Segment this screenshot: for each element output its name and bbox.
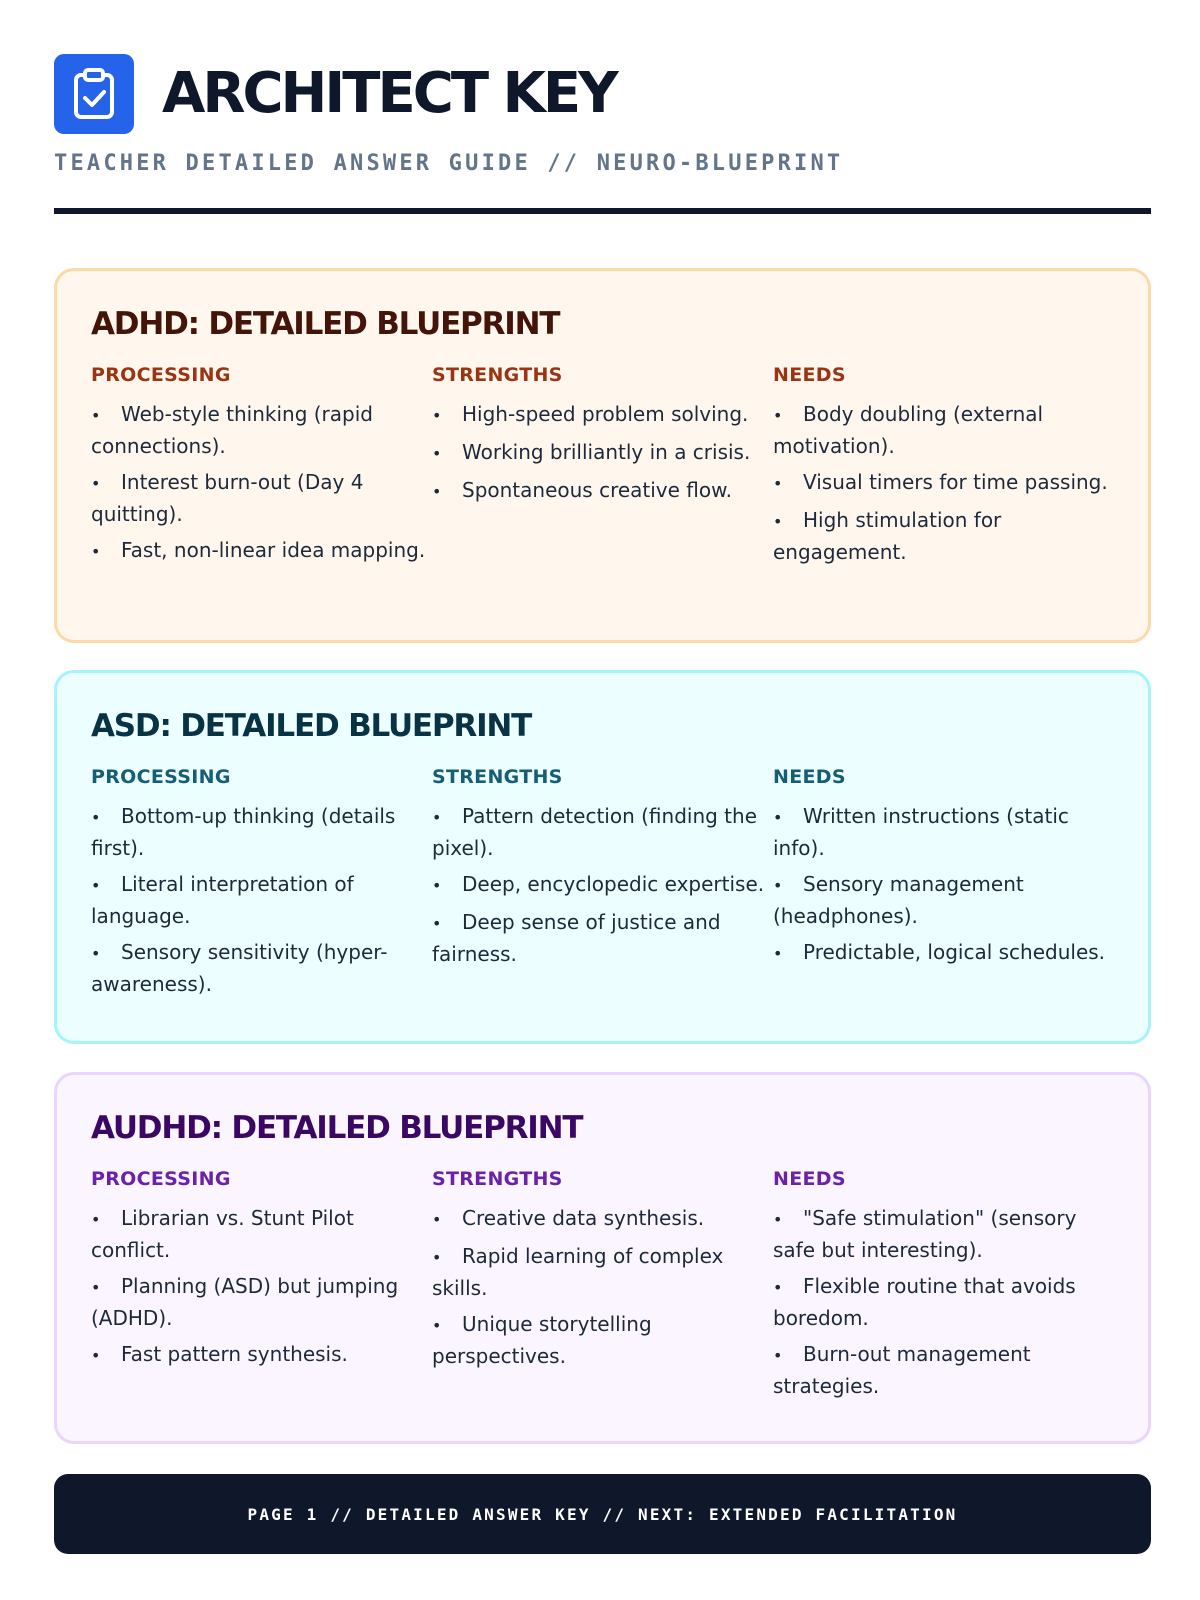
list-item [91, 467, 432, 529]
list-item [91, 399, 432, 461]
list-item [773, 1203, 1114, 1265]
list-item-text: Deep, encyclopedic expertise. [462, 872, 765, 896]
list-item [773, 1271, 1114, 1333]
list-item-text: Sensory sensitivity (hyper-awareness). [91, 940, 388, 996]
bullet-icon: • [773, 808, 783, 827]
item-list [91, 1203, 432, 1371]
list-item-text: Deep sense of justice and fairness. [432, 910, 721, 966]
column-heading: STRENGTHS [432, 1168, 563, 1190]
column-heading: STRENGTHS [432, 364, 563, 386]
processing-column [91, 1170, 432, 1407]
bullet-icon: • [91, 808, 101, 827]
list-item-text: Predictable, logical schedules. [803, 940, 1106, 964]
needs-column [773, 768, 1114, 1005]
list-item-text: Interest burn-out (Day 4 quitting). [91, 470, 364, 526]
bullet-icon: • [773, 474, 783, 493]
bullet-icon: • [773, 512, 783, 531]
item-list [773, 1203, 1114, 1401]
item-list [91, 399, 432, 567]
section-title: AUDHD: DETAILED BLUEPRINT [91, 1110, 583, 1146]
list-item-text: Creative data synthesis. [462, 1206, 705, 1230]
bullet-icon: • [91, 876, 101, 895]
column-heading: NEEDS [773, 766, 846, 788]
strengths-column [432, 768, 773, 1005]
list-item [91, 869, 432, 931]
list-item [773, 1339, 1114, 1401]
list-item-text: Unique storytelling perspectives. [432, 1312, 652, 1368]
list-item [91, 937, 432, 999]
clipboard-check-icon [54, 54, 134, 134]
list-item [773, 505, 1114, 567]
item-list [91, 801, 432, 999]
list-item [773, 801, 1114, 863]
bullet-icon: • [432, 1210, 442, 1229]
list-item [91, 1339, 432, 1371]
list-item-text: High stimulation for engagement. [773, 508, 1002, 564]
list-item [91, 535, 432, 567]
bullet-icon: • [432, 1248, 442, 1267]
bullet-icon: • [432, 444, 442, 463]
bullet-icon: • [432, 808, 442, 827]
audhd-blueprint-card [54, 1072, 1151, 1444]
bullet-icon: • [91, 1346, 101, 1365]
list-item [432, 437, 773, 469]
bullet-icon: • [91, 1210, 101, 1229]
list-item [773, 467, 1114, 499]
bullet-icon: • [773, 406, 783, 425]
list-item-text: Spontaneous creative flow. [462, 478, 733, 502]
list-item [91, 1203, 432, 1265]
list-item-text: Fast pattern synthesis. [121, 1342, 348, 1366]
adhd-blueprint-card [54, 268, 1151, 643]
bullet-icon: • [432, 482, 442, 501]
strengths-column [432, 1170, 773, 1407]
header-divider [54, 208, 1151, 214]
item-list [432, 801, 773, 969]
list-item-text: Planning (ASD) but jumping (ADHD). [91, 1274, 399, 1330]
item-list [432, 1203, 773, 1371]
asd-blueprint-card [54, 670, 1151, 1044]
list-item-text: Working brilliantly in a crisis. [462, 440, 751, 464]
list-item-text: Body doubling (external motivation). [773, 402, 1044, 458]
footer-bar [54, 1474, 1151, 1554]
bullet-icon: • [773, 1278, 783, 1297]
list-item-text: Bottom-up thinking (details first). [91, 804, 396, 860]
list-item-text: Pattern detection (finding the pixel). [432, 804, 757, 860]
bullet-icon: • [773, 1346, 783, 1365]
needs-column [773, 1170, 1114, 1407]
processing-column [91, 768, 432, 1005]
list-item [432, 399, 773, 431]
section-columns [91, 768, 1114, 1005]
list-item [773, 399, 1114, 461]
bullet-icon: • [432, 876, 442, 895]
list-item [773, 869, 1114, 931]
item-list [432, 399, 773, 507]
list-item [432, 1241, 773, 1303]
bullet-icon: • [773, 876, 783, 895]
column-heading: PROCESSING [91, 766, 231, 788]
bullet-icon: • [91, 406, 101, 425]
bullet-icon: • [91, 474, 101, 493]
item-list [773, 801, 1114, 969]
list-item-text: Written instructions (static info). [773, 804, 1069, 860]
column-heading: NEEDS [773, 364, 846, 386]
list-item [432, 475, 773, 507]
title-row [54, 53, 1151, 135]
list-item-text: "Safe stimulation" (sensory safe but interesting). [773, 1206, 1077, 1262]
section-columns [91, 1170, 1114, 1407]
bullet-icon: • [91, 944, 101, 963]
column-heading: PROCESSING [91, 1168, 231, 1190]
bullet-icon: • [773, 944, 783, 963]
header [54, 53, 1151, 176]
section-title: ASD: DETAILED BLUEPRINT [91, 708, 532, 744]
list-item [432, 801, 773, 863]
column-heading: PROCESSING [91, 364, 231, 386]
list-item [432, 1309, 773, 1371]
list-item-text: Sensory management (headphones). [773, 872, 1024, 928]
list-item-text: High-speed problem solving. [462, 402, 749, 426]
list-item [432, 1203, 773, 1235]
bullet-icon: • [91, 1278, 101, 1297]
list-item-text: Literal interpretation of language. [91, 872, 354, 928]
bullet-icon: • [432, 406, 442, 425]
page-title: ARCHITECT KEY [162, 61, 616, 126]
bullet-icon: • [432, 1316, 442, 1335]
list-item-text: Web-style thinking (rapid connections). [91, 402, 373, 458]
list-item [773, 937, 1114, 969]
list-item-text: Flexible routine that avoids boredom. [773, 1274, 1076, 1330]
list-item [91, 1271, 432, 1333]
list-item-text: Visual timers for time passing. [803, 470, 1108, 494]
bullet-icon: • [91, 542, 101, 561]
list-item [91, 801, 432, 863]
footer-text: PAGE 1 // DETAILED ANSWER KEY // NEXT: EXTENDED FACILITATION [247, 1504, 958, 1524]
needs-column [773, 366, 1114, 573]
list-item-text: Rapid learning of complex skills. [432, 1244, 724, 1300]
list-item-text: Burn-out management strategies. [773, 1342, 1031, 1398]
column-heading: STRENGTHS [432, 766, 563, 788]
list-item [432, 869, 773, 901]
bullet-icon: • [773, 1210, 783, 1229]
list-item [432, 907, 773, 969]
processing-column [91, 366, 432, 573]
list-item-text: Fast, non-linear idea mapping. [121, 538, 426, 562]
strengths-column [432, 366, 773, 573]
section-columns [91, 366, 1114, 573]
column-heading: NEEDS [773, 1168, 846, 1190]
bullet-icon: • [432, 914, 442, 933]
item-list [773, 399, 1114, 567]
section-title: ADHD: DETAILED BLUEPRINT [91, 306, 560, 342]
page-subtitle: TEACHER DETAILED ANSWER GUIDE // NEURO-BLUEPRINT [54, 151, 844, 176]
list-item-text: Librarian vs. Stunt Pilot conflict. [91, 1206, 354, 1262]
